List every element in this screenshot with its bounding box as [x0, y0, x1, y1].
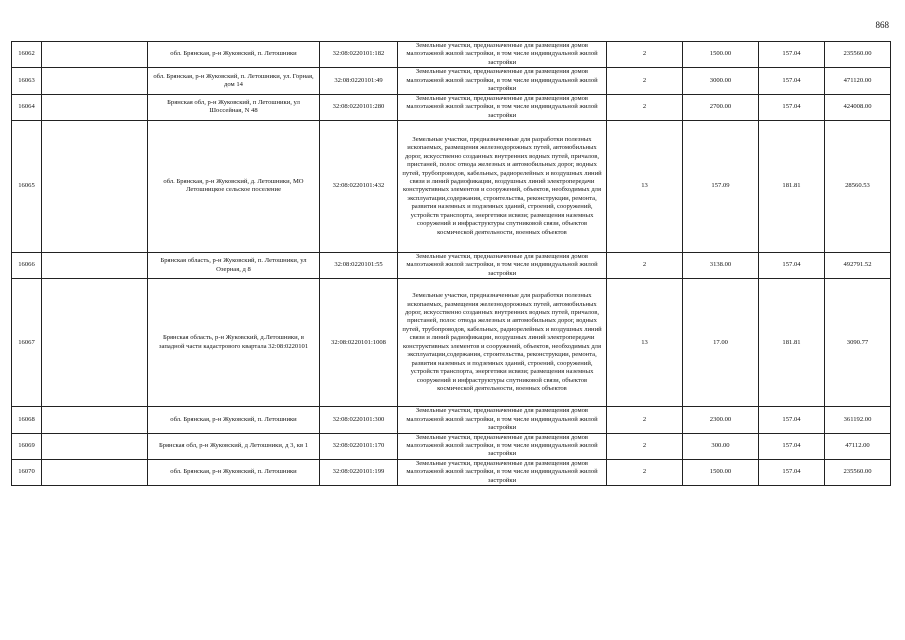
table-row	[12, 252, 891, 278]
specific-value-cell: 157.04	[759, 433, 825, 459]
cadastral-number-cell: 32:08:0220101:432	[320, 120, 398, 252]
empty-cell	[42, 459, 148, 485]
area-cell: 1500.00	[683, 42, 759, 68]
land-use-cell: Земельные участки, предназначенные для разработки полезных ископаемых, размещения железнодорожных путей, автомобильных дорог, искусственно созданных внутренних водных путей, причалов, пристаней, полос отвода железных и автомобильных дорог, водных путей, трубопроводов, кабельных, радиорелейных и воздушных линий связи и линий радиофикации, воздушных линий электропередачи конструктивных элементов и сооружений, объектов, необходимых для эксплуатации,содержания, строительства, реконструкции, ремонта, развития наземных и подземных зданий, строений, сооружений, устройств транспорта, энергетики исвязи; размещения наземных сооружений и инфраструктуры спутниковой связи, объектов космической деятельности, военных объектов	[398, 279, 607, 407]
specific-value-cell: 157.04	[759, 459, 825, 485]
address-cell: Брянская область, р-н Жуковский, п. Летошники, ул Озерная, д 8	[148, 252, 320, 278]
area-cell: 157.09	[683, 120, 759, 252]
cadastral-value-cell: 235560.00	[825, 459, 891, 485]
area-cell: 3000.00	[683, 68, 759, 94]
land-use-cell: Земельные участки, предназначенные для размещения домов малоэтажной жилой застройки, в том числе индивидуальной жилой застройки	[398, 68, 607, 94]
group-number-cell: 2	[607, 407, 683, 433]
cadastral-number-cell: 32:08:0220101:55	[320, 252, 398, 278]
record-number: 16069	[12, 433, 42, 459]
empty-cell	[42, 407, 148, 433]
cadastral-value-cell: 3090.77	[825, 279, 891, 407]
specific-value-cell: 157.04	[759, 42, 825, 68]
empty-cell	[42, 279, 148, 407]
table-row	[12, 279, 891, 407]
cadastral-value-cell: 361192.00	[825, 407, 891, 433]
address-cell: обл. Брянская, р-н Жуковский, п. Летошники, ул. Горная, дом 14	[148, 68, 320, 94]
cadastral-number-cell: 32:08:0220101:1008	[320, 279, 398, 407]
group-number-cell: 2	[607, 252, 683, 278]
record-number: 16067	[12, 279, 42, 407]
record-number: 16063	[12, 68, 42, 94]
record-number: 16065	[12, 120, 42, 252]
land-use-cell: Земельные участки, предназначенные для размещения домов малоэтажной жилой застройки, в том числе индивидуальной жилой застройки	[398, 407, 607, 433]
empty-cell	[42, 252, 148, 278]
address-cell: обл. Брянская, р-н Жуковский, п. Летошники	[148, 42, 320, 68]
record-number: 16064	[12, 94, 42, 120]
address-cell: Брянская обл, р-н Жуковский, п Летошники, ул Шоссейная, N 48	[148, 94, 320, 120]
land-use-cell: Земельные участки, предназначенные для размещения домов малоэтажной жилой застройки, в том числе индивидуальной жилой застройки	[398, 94, 607, 120]
cadastral-number-cell: 32:08:0220101:300	[320, 407, 398, 433]
group-number-cell: 2	[607, 42, 683, 68]
area-cell: 1500.00	[683, 459, 759, 485]
cadastral-number-cell: 32:08:0220101:49	[320, 68, 398, 94]
specific-value-cell: 181.81	[759, 120, 825, 252]
address-cell: Брянская обл, р-н Жуковский, д Летошники, д 3, кв 1	[148, 433, 320, 459]
group-number-cell: 13	[607, 279, 683, 407]
area-cell: 300.00	[683, 433, 759, 459]
group-number-cell: 13	[607, 120, 683, 252]
cadastral-value-cell: 47112.00	[825, 433, 891, 459]
cadastral-value-cell: 471120.00	[825, 68, 891, 94]
group-number-cell: 2	[607, 433, 683, 459]
land-use-cell: Земельные участки, предназначенные для размещения домов малоэтажной жилой застройки, в том числе индивидуальной жилой застройки	[398, 459, 607, 485]
specific-value-cell: 157.04	[759, 94, 825, 120]
table-row	[12, 94, 891, 120]
land-use-cell: Земельные участки, предназначенные для разработки полезных ископаемых, размещения железнодорожных путей, автомобильных дорог, искусственно созданных внутренних водных путей, причалов, пристаней, полос отвода железных и автомобильных дорог, водных путей, трубопроводов, кабельных, радиорелейных и воздушных линий связи и линий радиофикации, воздушных линий электропередачи конструктивных элементов и сооружений, объектов, необходимых для эксплуатации,содержания, строительства, реконструкции, ремонта, развития наземных и подземных зданий, строений, сооружений, устройств транспорта, энергетики исвязи; размещения наземных сооружений и инфраструктуры спутниковой связи, объектов космической деятельности, военных объектов	[398, 120, 607, 252]
area-cell: 2300.00	[683, 407, 759, 433]
cadastral-number-cell: 32:08:0220101:280	[320, 94, 398, 120]
land-use-cell: Земельные участки, предназначенные для размещения домов малоэтажной жилой застройки, в том числе индивидуальной жилой застройки	[398, 433, 607, 459]
table-row	[12, 407, 891, 433]
table-row	[12, 68, 891, 94]
address-cell: обл. Брянская, р-н Жуковский, п. Летошники	[148, 407, 320, 433]
table-row	[12, 42, 891, 68]
cadastral-number-cell: 32:08:0220101:182	[320, 42, 398, 68]
group-number-cell: 2	[607, 68, 683, 94]
record-number: 16070	[12, 459, 42, 485]
empty-cell	[42, 68, 148, 94]
area-cell: 2700.00	[683, 94, 759, 120]
record-number: 16066	[12, 252, 42, 278]
specific-value-cell: 181.81	[759, 279, 825, 407]
cadastral-value-cell: 492791.52	[825, 252, 891, 278]
table-row	[12, 433, 891, 459]
specific-value-cell: 157.04	[759, 407, 825, 433]
cadastral-value-cell: 235560.00	[825, 42, 891, 68]
area-cell: 3138.00	[683, 252, 759, 278]
empty-cell	[42, 433, 148, 459]
cadastral-value-cell: 424008.00	[825, 94, 891, 120]
land-registry-table	[11, 41, 891, 486]
cadastral-number-cell: 32:08:0220101:199	[320, 459, 398, 485]
address-cell: Брянская область, р-н Жуковский, д.Летошники, в западной части кадастрового квартала 32:08:0220101	[148, 279, 320, 407]
table-row	[12, 120, 891, 252]
empty-cell	[42, 120, 148, 252]
page-number: 868	[875, 20, 889, 30]
empty-cell	[42, 94, 148, 120]
record-number: 16062	[12, 42, 42, 68]
specific-value-cell: 157.04	[759, 252, 825, 278]
group-number-cell: 2	[607, 94, 683, 120]
land-use-cell: Земельные участки, предназначенные для размещения домов малоэтажной жилой застройки, в том числе индивидуальной жилой застройки	[398, 252, 607, 278]
cadastral-number-cell: 32:08:0220101:170	[320, 433, 398, 459]
address-cell: обл. Брянская, р-н Жуковский, п. Летошники	[148, 459, 320, 485]
land-use-cell: Земельные участки, предназначенные для размещения домов малоэтажной жилой застройки, в том числе индивидуальной жилой застройки	[398, 42, 607, 68]
empty-cell	[42, 42, 148, 68]
record-number: 16068	[12, 407, 42, 433]
cadastral-value-cell: 28560.53	[825, 120, 891, 252]
specific-value-cell: 157.04	[759, 68, 825, 94]
table-row	[12, 459, 891, 485]
area-cell: 17.00	[683, 279, 759, 407]
address-cell: обл. Брянская, р-н Жуковский, д. Летошники, МО Летошницкое сельское поселение	[148, 120, 320, 252]
group-number-cell: 2	[607, 459, 683, 485]
